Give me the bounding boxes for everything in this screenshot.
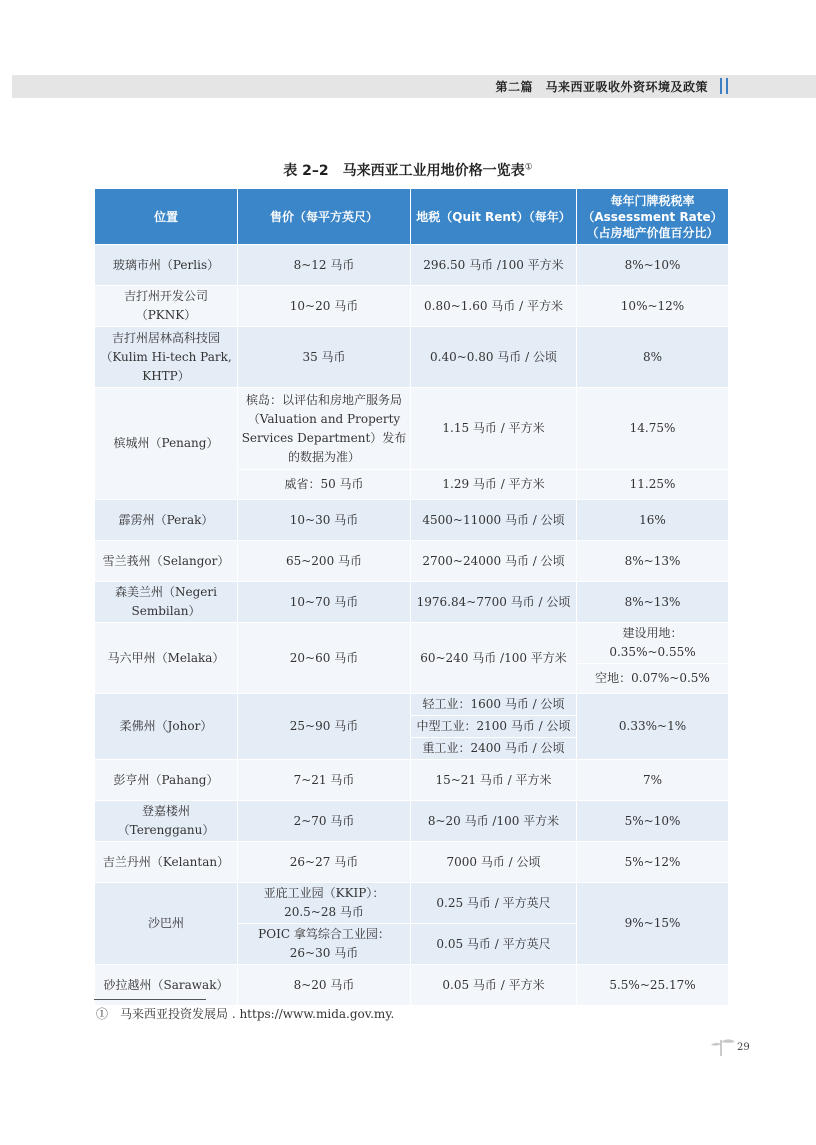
col-header-price: 售价（每平方英尺）: [238, 189, 411, 245]
cell-rent: 1976.84~7700 马币 / 公顷: [411, 582, 577, 623]
cell-rent: 60~240 马币 /100 平方米: [411, 623, 577, 694]
table-row: [95, 694, 729, 716]
table-row: [95, 582, 729, 623]
cell-rent: 轻工业：1600 马币 / 公顷: [411, 694, 577, 716]
cell-price: 10~70 马币: [238, 582, 411, 623]
cell-price: 25~90 马币: [238, 694, 411, 760]
cell-location: 沙巴州: [95, 883, 238, 965]
cell-location: 吉打州居林高科技园（Kulim Hi-tech Park, KHTP）: [95, 327, 238, 388]
cell-location: 吉打州开发公司（PKNK）: [95, 286, 238, 327]
table-row: [95, 760, 729, 801]
cell-price: 8~12 马币: [238, 245, 411, 286]
table-row: [95, 245, 729, 286]
cell-price: 35 马币: [238, 327, 411, 388]
page-ornament-icon: [710, 1036, 736, 1056]
table-row: [95, 286, 729, 327]
cell-location: 彭亨州（Pahang）: [95, 760, 238, 801]
col-header-location: 位置: [95, 189, 238, 245]
cell-rent: 中型工业：2100 马币 / 公顷: [411, 716, 577, 738]
cell-rate: 5%~10%: [577, 801, 729, 842]
cell-price: 65~200 马币: [238, 541, 411, 582]
cell-location: 马六甲州（Melaka）: [95, 623, 238, 694]
table-row: [95, 500, 729, 541]
cell-location: 柔佛州（Johor）: [95, 694, 238, 760]
cell-location: 森美兰州（Negeri Sembilan）: [95, 582, 238, 623]
cell-rate: 14.75%: [577, 388, 729, 470]
cell-rate: 8%: [577, 327, 729, 388]
cell-rate: 10%~12%: [577, 286, 729, 327]
cell-rate: 建设用地：0.35%~0.55%: [577, 623, 729, 664]
cell-price: 7~21 马币: [238, 760, 411, 801]
cell-price: 槟岛：以评估和房地产服务局（Valuation and Property Services Department）发布的数据为准）: [238, 388, 411, 470]
cell-price: 20~60 马币: [238, 623, 411, 694]
cell-rent: 2700~24000 马币 / 公顷: [411, 541, 577, 582]
cell-location: 登嘉楼州（Terengganu）: [95, 801, 238, 842]
table-row: [95, 623, 729, 664]
col-header-assessment-rate: 每年门牌税税率（Assessment Rate）（占房地产价值百分比）: [577, 189, 729, 245]
running-header: 第二篇 马来西亚吸收外资环境及政策: [495, 80, 708, 94]
cell-rent: 296.50 马币 /100 平方米: [411, 245, 577, 286]
table-row: [95, 388, 729, 470]
cell-price: 2~70 马币: [238, 801, 411, 842]
cell-rate: 0.33%~1%: [577, 694, 729, 760]
cell-location: 霹雳州（Perak）: [95, 500, 238, 541]
cell-rate: 16%: [577, 500, 729, 541]
cell-rent: 0.05 马币 / 平方英尺: [411, 924, 577, 965]
cell-location: 槟城州（Penang）: [95, 388, 238, 500]
cell-rate: 8%~13%: [577, 541, 729, 582]
cell-rent: 1.15 马币 / 平方米: [411, 388, 577, 470]
cell-location: 玻璃市州（Perlis）: [95, 245, 238, 286]
cell-rent: 重工业：2400 马币 / 公顷: [411, 738, 577, 760]
cell-rent: 0.80~1.60 马币 / 平方米: [411, 286, 577, 327]
cell-rate: 9%~15%: [577, 883, 729, 965]
cell-rate: 5%~12%: [577, 842, 729, 883]
cell-rent: 15~21 马币 / 平方米: [411, 760, 577, 801]
table-row: [95, 883, 729, 924]
caption-text: 表 2–2 马来西亚工业用地价格一览表: [283, 163, 525, 179]
cell-rate: 空地：0.07%~0.5%: [577, 664, 729, 694]
cell-rent: 0.25 马币 / 平方英尺: [411, 883, 577, 924]
cell-rent: 8~20 马币 /100 平方米: [411, 801, 577, 842]
cell-location: 吉兰丹州（Kelantan）: [95, 842, 238, 883]
cell-rate: 11.25%: [577, 470, 729, 500]
caption-note-mark: ①: [524, 162, 533, 173]
land-price-table: [94, 188, 729, 1006]
header-mark-icon: [720, 78, 728, 94]
cell-price: 8~20 马币: [238, 965, 411, 1006]
cell-rate: 7%: [577, 760, 729, 801]
cell-price: 10~30 马币: [238, 500, 411, 541]
cell-price: POIC 拿笃综合工业园：26~30 马币: [238, 924, 411, 965]
cell-rate: 5.5%~25.17%: [577, 965, 729, 1006]
table-row: [95, 801, 729, 842]
cell-price: 亚庇工业园（KKIP）：20.5~28 马币: [238, 883, 411, 924]
cell-rent: 0.40~0.80 马币 / 公顷: [411, 327, 577, 388]
cell-rent: 0.05 马币 / 平方米: [411, 965, 577, 1006]
table-row: [95, 541, 729, 582]
footnote-divider: [94, 999, 206, 1000]
cell-rent: 7000 马币 / 公顷: [411, 842, 577, 883]
cell-rate: 8%~13%: [577, 582, 729, 623]
cell-price: 26~27 马币: [238, 842, 411, 883]
cell-price: 威省：50 马币: [238, 470, 411, 500]
footnote: ① 马来西亚投资发展局 . https://www.mida.gov.my.: [96, 1007, 395, 1021]
table-row: [95, 842, 729, 883]
cell-rent: 4500~11000 马币 / 公顷: [411, 500, 577, 541]
cell-rent: 1.29 马币 / 平方米: [411, 470, 577, 500]
table-header-row: [95, 189, 729, 245]
table-row: [95, 327, 729, 388]
col-header-quit-rent: 地税（Quit Rent）（每年）: [411, 189, 577, 245]
table-caption: [0, 160, 816, 180]
cell-location: 砂拉越州（Sarawak）: [95, 965, 238, 1006]
page-number: 29: [737, 1042, 750, 1053]
cell-price: 10~20 马币: [238, 286, 411, 327]
cell-location: 雪兰莪州（Selangor）: [95, 541, 238, 582]
cell-rate: 8%~10%: [577, 245, 729, 286]
